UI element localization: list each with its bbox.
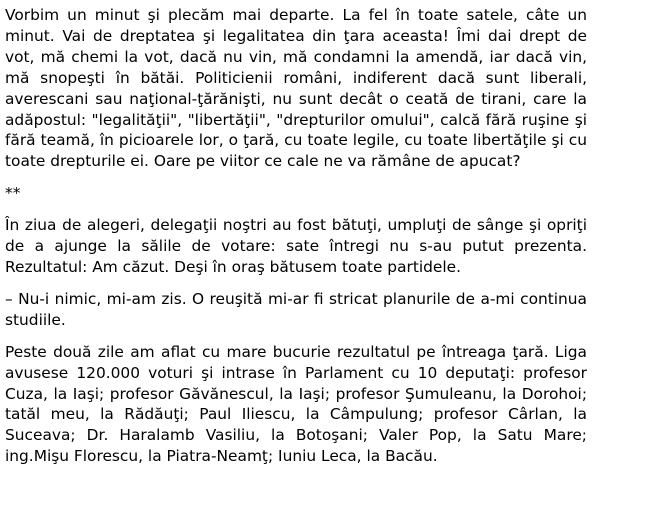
paragraph-election-day: În ziua de alegeri, delegaţii noştri au fost bătuţi, umpluţi de sânge şi opriţi de a ajunge la sălile de votare: sate întregi nu s-au putut prezenta. Rezultatul: Am căzut. Deşi în oraş bătusem toate partidele.: [5, 216, 587, 276]
paragraph-voting-rights: Vorbim un minut şi plecăm mai departe. La fel în toate satele, câte un minut. Vai de dreptatea şi legalitatea din ţara aceasta! Îmi dai drept de vot, mă chemi la vot, dacă nu vin, mă condamni la amendă, iar dacă vin, mă snopeşti în bătăi. Politicienii români, indiferent dacă sunt liberali, averescani sau naţional-ţărănişti, nu sunt decât o ceată de tirani, care la adăpostul: "legalităţii", "libertăţii", "drepturilor omului", calcă fără ruşine şi fără teamă, în picioarele lor, o ţară, cu toate legile, cu toate libertăţile şi cu toate drepturile ei. Oare pe viitor ce cale ne va rămâne de apucat?: [5, 6, 587, 171]
section-separator: **: [5, 184, 21, 203]
document-page: [5, 5, 587, 478]
paragraph-results: Peste două zile am aflat cu mare bucurie rezultatul pe întreaga ţară. Liga avusese 120.000 voturi şi intrase în Parlament cu 10 deputaţi: profesor Cuza, la Iaşi; profesor Găvănescul, la Iaşi; profesor Şumuleanu, la Dorohoi; tatăl meu, la Rădăuţi; Paul Iliescu, la Câmpulung; profesor Cârlan, la Suceava; Dr. Haralamb Vasiliu, la Botoşani; Valer Pop, la Satu Mare; ing.Mişu Florescu, la Piatra-Neamţ; Iuniu Leca, la Bacău.: [5, 342, 587, 466]
paragraph-reflection: – Nu-i nimic, mi-am zis. O reuşită mi-ar fi stricat planurile de a-mi continua studiile.: [5, 289, 587, 329]
